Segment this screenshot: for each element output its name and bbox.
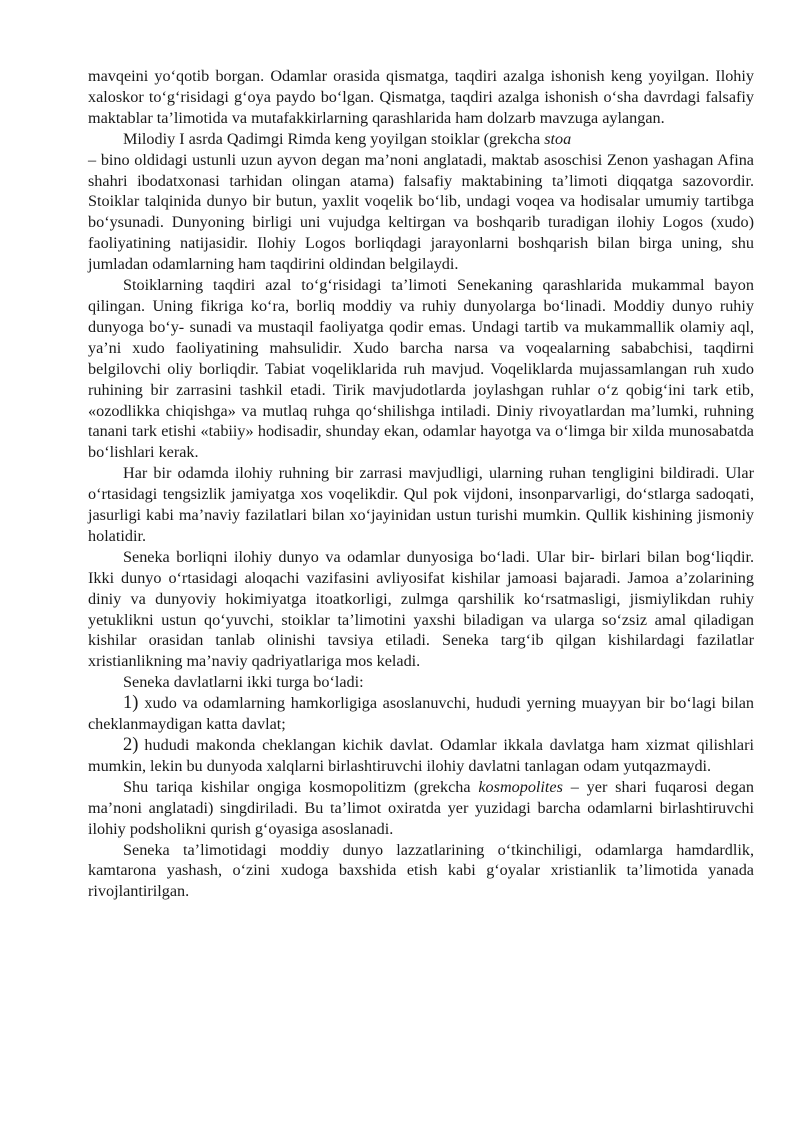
list-item-text: xudo va odamlarning hamkorligiga asoslanuvchi, hududi yerning muayyan bir bo‘lagi bilan cheklanmaydigan katta davlat; (88, 694, 754, 734)
document-page (88, 66, 754, 902)
term-kosmopolites: kosmopolites (478, 777, 563, 796)
paragraph-state-types: Seneka davlatlarni ikki turga bo‘ladi: (123, 673, 364, 692)
paragraph-cosmopolitanism (88, 777, 754, 840)
paragraph-stoics: – bino oldidagi ustunli uzun ayvon degan ma’noni anglatadi, maktab asoschisi Zenon yashagan Afina shahri ibodatxonasi tarhidan olingan atama) falsafiy maktabining ta’limoti diqqatga sazovordir. Stoiklar talqinida dunyo bir butun, yaxlit voqelik bo‘lib, undagi voqea va hodisalar umumiy tartibga bo‘ysunadi. Dunyoning birligi uni vujudga keltirgan va boshqarib turadigan ilohiy Logos (xudo) faoliyatining natijasidir. Ilohiy Logos borliqdagi jarayonlarni boshqarish bilan birga uning, shu jumladan odamlarning ham taqdirini oldindan belgilaydi. (88, 150, 754, 274)
term-stoa: stoa (544, 129, 572, 148)
list-item-number: 1) (123, 693, 139, 714)
paragraph-equality: Har bir odamda ilohiy ruhning bir zarrasi mavjudligi, ularning ruhan tengligini bildiradi. Ular o‘rtasidagi tengsizlik jamiyatga xos voqelikdir. Qul pok vijdoni, insonparvarligi, do‘stlarga sadoqati, jasurligi kabi ma’naviy fazilatlari bilan xo‘jayinidan ustun turishi mumkin. Qullik kishining jismoniy holatidir. (88, 464, 754, 545)
cosmo-text-b: – yer shari fuqarosi degan ma’noni anglatadi) singdiriladi. Bu ta’limot oxiratda yer yuzidagi barcha odamlarni birlashtiruvchi ilohiy podsholikni qurish g‘oyasiga asoslanadi. (88, 777, 754, 838)
paragraph-conclusion: Seneka ta’limotidagi moddiy dunyo lazzatlarining o‘tkinchiligi, odamlarga hamdardlik, kamtarona yashash, o‘zini xudoga baxshida etish kabi g‘oyalar xristianlik ta’limotida yanada rivojlantirilgan. (88, 840, 754, 901)
paragraph-seneka-fate: Stoiklarning taqdiri azal to‘g‘risidagi ta’limoti Senekaning qarashlarida mukammal bayon qilingan. Uning fikriga ko‘ra, borliq moddiy va ruhiy dunyolarga bo‘linadi. Moddiy dunyo ruhiy dunyoga bo‘y- sunadi va mustaqil faoliyatga qodir emas. Undagi tartib va mukammallik olamiy aql, ya’ni xudo faoliyatining mahsulidir. Xudo barcha narsa va voqealarning sababchisi, taqdirni belgilovchi oliy borliqdir. Tabiat voqeliklarida ruh mavjud. Voqeliklarda mujassamlangan ruh xudo ruhining bir zarrasini tashkil etadi. Tirik mavjudotlarda joylashgan ruhlar o‘z qobig‘ini tark etib, «ozodlikka chiqishga» va mutlaq ruhga qo‘shilishga intiladi. Diniy rivoyatlardan ma’lumki, ruhning tanani tark etishi «tabiiy» hodisadir, shunday ekan, odamlar hayotga va o‘limga bir xilda munosabatda bo‘lishlari kerak. (88, 276, 754, 462)
stoics-text: Milodiy I asrda Qadimgi Rimda keng yoyilgan stoiklar (grekcha (123, 129, 545, 148)
cosmo-text-a: Shu tariqa kishilar ongiga kosmopolitizm (grekcha (123, 777, 479, 796)
list-item (88, 735, 754, 777)
paragraph-intro: mavqeini yo‘qotib borgan. Odamlar orasida qismatga, taqdiri azalga ishonish keng yoyilgan. Ilohiy xaloskor to‘g‘risidagi g‘oya paydo bo‘lgan. Qismatga, taqdiri azalga ishonish o‘sha davrdagi falsafiy maktablar ta’limotida va mutafakkirlarning qarashlarida ham dolzarb mavzuga aylangan. (88, 67, 754, 127)
list-item-number: 2) (123, 735, 139, 755)
list-item (88, 693, 754, 735)
paragraph-two-worlds: Seneka borliqni ilohiy dunyo va odamlar dunyosiga bo‘ladi. Ular bir- birlari bilan bog‘liqdir. Ikki dunyo o‘rtasidagi aloqachi vazifasini avliyosifat kishilar jamoasi bajaradi. Jamoa a’zolarining diniy va dunyoviy hokimiyatga itoatkorligi, zulmga qarshilik ko‘rsatmasligi, jismiylikdan ruhiy yetuklikni ustun qo‘yuvchi, stoiklar ta’limotini yaxshi biladigan va ularga so‘zsiz amal qiladigan kishilar orasidan tanlab olinishi tavsiya etiladi. Seneka targ‘ib qilgan kishilardagi fazilatlar xristianlikning ma’naviy qadriyatlariga mos keladi. (88, 547, 754, 671)
list-item-text: hududi makonda cheklangan kichik davlat. Odamlar ikkala davlatga ham xizmat qilishlari mumkin, lekin bu dunyoda xalqlarni birlashtiruvchi ilohiy davlatni tanlagan odam yutqazmaydi. (88, 736, 754, 775)
paragraph-stoics-heading-line (88, 129, 754, 150)
